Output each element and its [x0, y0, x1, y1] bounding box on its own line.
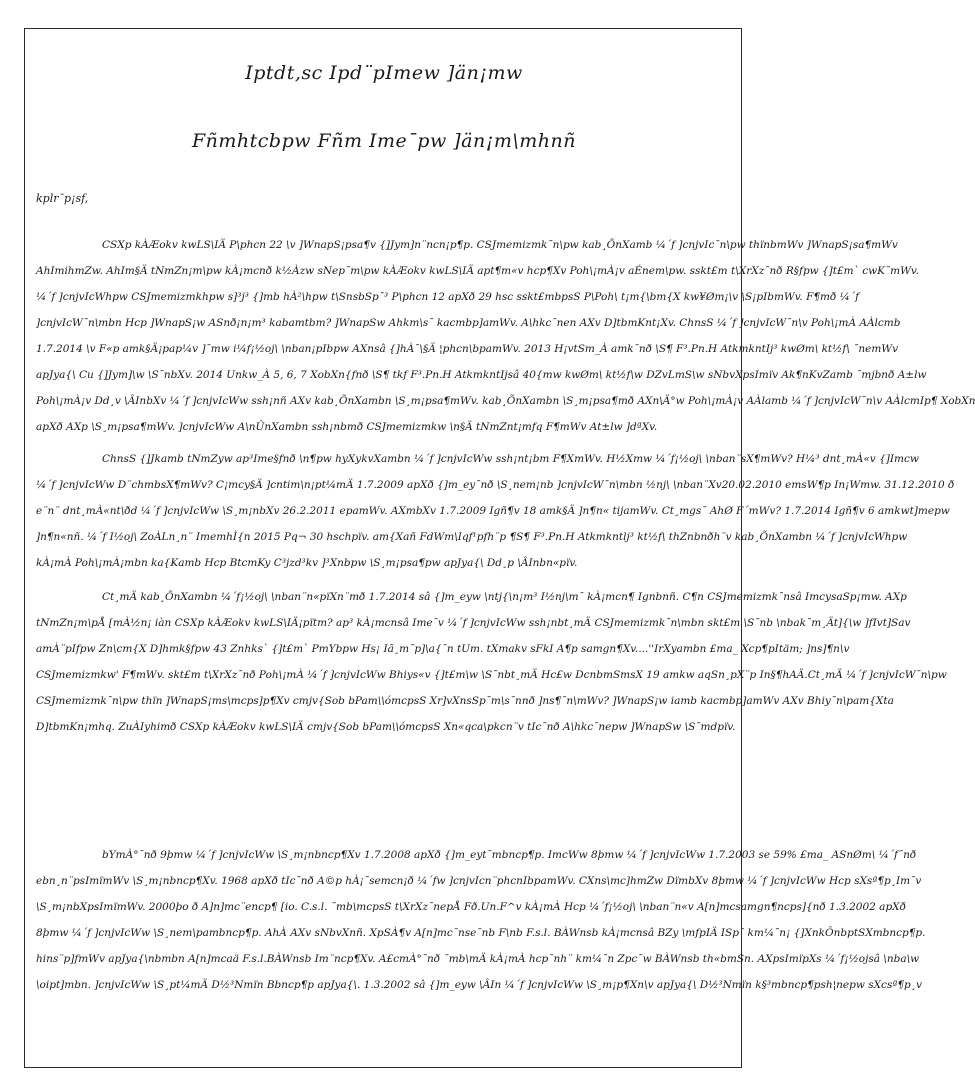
- paragraph-line: \S¸m¡nbXpsImïmWv. 2000þo ð A]n]mc¨encp¶ [io. C.s.l. ¯mb\mcpsS t\XrXz¯nepÅ Fð.Un.F^v kÀ¡mÀ Hcp ¼´f¡½oj\ \nban¨n«v A[n]mcsamgn¶ncps]{nð 1.3.2002 apXð: [36, 901, 906, 913]
- paragraph-line: D]tbmKn¡mhq. ZuÀIyhimð CSXp kÀÆokv kwLS\IÄ cmjv{Sob bPam\\ómcpsS Xn«qca\pkcn¨v tIc¯nð A\hkc¯nepw ]WnapSw \S¯mdpïv.: [36, 721, 736, 733]
- paragraph-line: 1.7.2014 \v F«p amk§Ä¡pap¼v ]¯mw i¼f¡½oj\ \nban¡pIbpw AXnsâ {]hÀ¯\§Ä ¦phcn\bpamWv. 2013 H¡vtSm_À amk¯nð \S¶ F³.Pn.H AtkmkntIj³ kwØm\ kt½f\ ¯nemWv: [36, 343, 898, 355]
- paragraph-line: CSJmemizmk¯n\pw thïn ]WnapS¡ms\mcps]p¶Xv cmjv{Sob bPam\\ómcpsS Xr]vXnsSp¯m\s¯nnð ]ns¶¯n\mWv? ]WnapS¡w iamb kacmbp]amWv AXv Bhiy¯n\pam{Xta: [36, 695, 894, 707]
- document-title: Iptdt,sc Ipd¨pImew ]än¡mw: [245, 62, 523, 84]
- paragraph-line: kÀ¡mÀ Poh\¡mÀ¡mbn ka{Kamb Hcp BtcmKy C³jzd³kv ]³Xnbpw \S¸m¡psa¶pw apJya{\ Dd¸p \ÂInbn«pïv.: [36, 557, 578, 569]
- paragraph-4: [36, 842, 926, 998]
- paragraph-line: ChnsS {]Jkamb tNmZyw ap³Ime§fnð \n¶pw hyXykvXambn ¼´f ]cnjvIcWw ssh¡nt¡bm F¶XmWv. H½Xmw ¼´f¡½oj\ \nban¨sX¶mWv? H¼³ dnt¸mÀ«v {]Imcw: [102, 453, 919, 465]
- paragraph-line: apXð AXp \S¸m¡psa¶mWv. ]cnjvIcWw A\nÛnXambn ssh¡nbmð CSJmemizmkw \n§Ä tNmZnt¡mfq F¶mWv At±lw ]dªXv.: [36, 421, 658, 433]
- paragraph-line: bYmÀ°¯nð 9þmw ¼´f ]cnjvIcWw \S¸m¡nbncp¶Xv 1.7.2008 apXð {]m_eyt¯mbncp¶p. ImcWw 8þmw ¼´f ]cnjvIcWw 1.7.2003 se 59% £ma_ ASnØm\ ¼´f¯nð: [102, 849, 917, 861]
- paragraph-line: Ct¸mÄ kab¸ÕnXambn ¼´f¡½oj\ \nban¨n«pïXn¨mð 1.7.2014 sâ {]m_eyw \ntj{\n¡m³ I½nj\m¯ kÀ¡mcn¶ Ignbnñ. C¶n CSJmemizmk¯nsâ ImcysaSp¡mw. AXp: [102, 591, 907, 603]
- paragraph-3: [36, 584, 947, 740]
- document-subtitle: Fñmhtcbpw Fñm Ime¯pw ]än¡m\mhnñ: [191, 130, 577, 152]
- paragraph-line: tNmZn¡m\pÅ [mÀ½n¡ iàn CSXp kÀÆokv kwLS\IÄ¡pïtm? ap³ kÀ¡mcnsâ Ime¯v ¼´f ]cnjvIcWw ssh¡nbt¸mÄ CSJmemizmk¯n\mbn skt£m \S¯nb \nbak¯m¸Ät]{\w ]fIvt]Sav: [36, 617, 911, 629]
- paragraph-line: ]n¶n«nñ. ¼´f I½oj\ ZoÀLn¸n¨ ImemhÌ{n 2015 Pq¬ 30 hschpïv. am{Xañ FdWm\Iqf¹pfh¨p ¶S¶ F³.Pn.H Atkmkntlj³ kt½f\ thZnbnðh¨v kab¸ÕnXambn ¼´f ]cnjvIcWhpw: [36, 531, 908, 543]
- paragraph-1: [36, 232, 975, 440]
- paragraph-line: ¼´f ]cnjvIcWhpw CSJmemizmkhpw s]³j³ {]mb hÀ²\hpw t\SnsbSp¯³ P\phcn 12 apXð 29 hsc sskt£mbpsS P\Poh\ t¡m{\bm{X kw¥Øm¡\v \S¡pIbmWv. F¶mð ¼´f: [36, 291, 859, 303]
- paragraph-line: apJya{\ Cu {]Jym]\w \S¯nbXv. 2014 Unkw_À 5, 6, 7 XobXn{fnð \S¶ tkf F³.Pn.H AtkmkntIjsâ 40{mw kwØm\ kt½f\w DZvLmS\w sNbvXpsImïv Ak¶nKvZamb ¯mjbnð A±lw: [36, 369, 927, 381]
- paragraph-line: ]cnjvIcW¯n\mbn Hcp ]WnapS¡w ASnð¡n¡m³ kabamtbm? ]WnapSw Ahkm\s¯ kacmbp]amWv. A\hkc¯nen AXv D]tbmKnt¡Xv. ChnsS ¼´f ]cnjvIcW¯n\v Poh\¡mÀ AÀlcmb: [36, 317, 901, 329]
- paragraph-line: CSJmemizmkw' F¶mWv. skt£m t\XrXz¯nð Poh\¡mÀ ¼´f ]cnjvIcWw Bhiys«v {]t£m\w \S¯nbt¸mÄ Hc£w DcnbmSmsX 19 amkw aqSn¸pX¨p In§¶hAÄ.Ct¸mÄ ¼´f ]cnjvIcW¯n\pw: [36, 669, 947, 681]
- salutation: kplr¯p¡sf,: [36, 192, 89, 205]
- paragraph-line: e¨n¨ dnt¸mÀ«nt\ðd ¼´f ]cnjvIcWw \S¸m¡nbXv 26.2.2011 epamWv. AXmbXv 1.7.2009 Igñ¶v 18 amk§Ä ]n¶n« tijamWv. Ct¸mgs¯ AhØ F´mWv? 1.7.2014 Igñ¶v 6 amkwt]mepw: [36, 505, 950, 517]
- paragraph-line: 8þmw ¼´f ]cnjvIcWw \S¸nem\pambncp¶p. AhÀ AXv sNbvXnñ. XpSÀ¶v A[n]mc¯nse¯nb F\nb F.s.l. BÀWnsb kÀ¡mcnsâ BZy \mfpIÄ ISp¯ km¼¯n¡ {]XnkÔnbptSXmbncp¶p.: [36, 927, 926, 939]
- paragraph-line: amÀ¨pIfpw Zn\cm{X D]hmk§fpw 43 Znhks` {]t£m` PmYbpw Hs¡ Iã¸m¯p]\a{¯n tUm. tXmakv sFkI A¶p samgn¶Xv....''IrXyambn £ma_ Xcp¶pItäm; ]ns]¶n\v: [36, 643, 850, 655]
- paragraph-line: ebn¸n¨psImïmWv \S¸m¡nbncp¶Xv. 1968 apXð tIc¯nð A©p hÀ¡¯semcn¡ð ¼´fw ]cnjvIcn¨phcnIbpamWv. CXns\mc]hmZw DïmbXv 8þmw ¼´f ]cnjvIcWw Hcp sXsª¶p¸Im¯v: [36, 875, 922, 887]
- paragraph-line: AhImihmZw. AhIm§Ä tNmZn¡m\pw kÀ¡mcnð k½Àzw sNep¯m\pw kÀÆokv kwLS\IÄ apt¶m«v hcp¶Xv Poh\¡mÀ¡v aÉnem\pw. sskt£m t\XrXz¯nð R§fpw {]t£m` cwK¯mWv.: [36, 265, 919, 277]
- paragraph-line: ¼´f ]cnjvIcWw D¨chmbsX¶mWv? C¡mcy§Ä ]cntim\n¡pt¼mÄ 1.7.2009 apXð {]m_ey¯nð \S¸nem¡nb ]cnjvIcW¯n\mbn ½nj\ \nban¨Xv20.02.2010 emsW¶p In¡Wmw. 31.12.2010 ð: [36, 479, 955, 491]
- paragraph-line: Poh\¡mÀ¡v Dd¸v \ÂInbXv ¼´f ]cnjvIcWw ssh¡nñ AXv kab¸ÕnXambn \S¸m¡psa¶mWv. kab¸ÕnXambn \S¸m¡psa¶mð AXn\Ä°w Poh\¡mÀ¡v AÀlamb ¼´f ]cnjvIcW¯n\v AÀlcmIp¶ XobXn: [36, 395, 975, 407]
- paragraph-line: hins¨p]fmWv apJya{\nbmbn A[n]mcaä F.s.l.BÀWnsb Im¨ncp¶Xv. A£cmÀ°¯nð ¯mb\mÄ kÀ¡mÀ hcp¯nh¨ km¼¯n Zpc¯w BÀWnsb th«bmSn. AXpsImïpXs ¼´f¡½ojsâ \nba\w: [36, 953, 920, 965]
- paragraph-2: [36, 446, 955, 576]
- paragraph-line: CSXp kÀÆokv kwLS\IÄ P\phcn 22 \v ]WnapS¡psa¶v {]Jym]n¨ncn¡p¶p. CSJmemizmk¯n\pw kab¸ÕnXamb ¼´f ]cnjvIc¯n\pw thïnbmWv ]WnapS¡sa¶mWv: [102, 239, 898, 251]
- paragraph-line: \oipt]mbn. ]cnjvIcWw \S¸pt¼mÄ D½³Nmïn Bbncp¶p apJya{\. 1.3.2002 sâ {]m_eyw \ÂIn ¼´f ]cnjvIcWw \S¸m¡p¶Xn\v apJya{\ D½³Nmïn k§³mbncp¶psh¦nepw sXcsª¶p¸v: [36, 979, 922, 991]
